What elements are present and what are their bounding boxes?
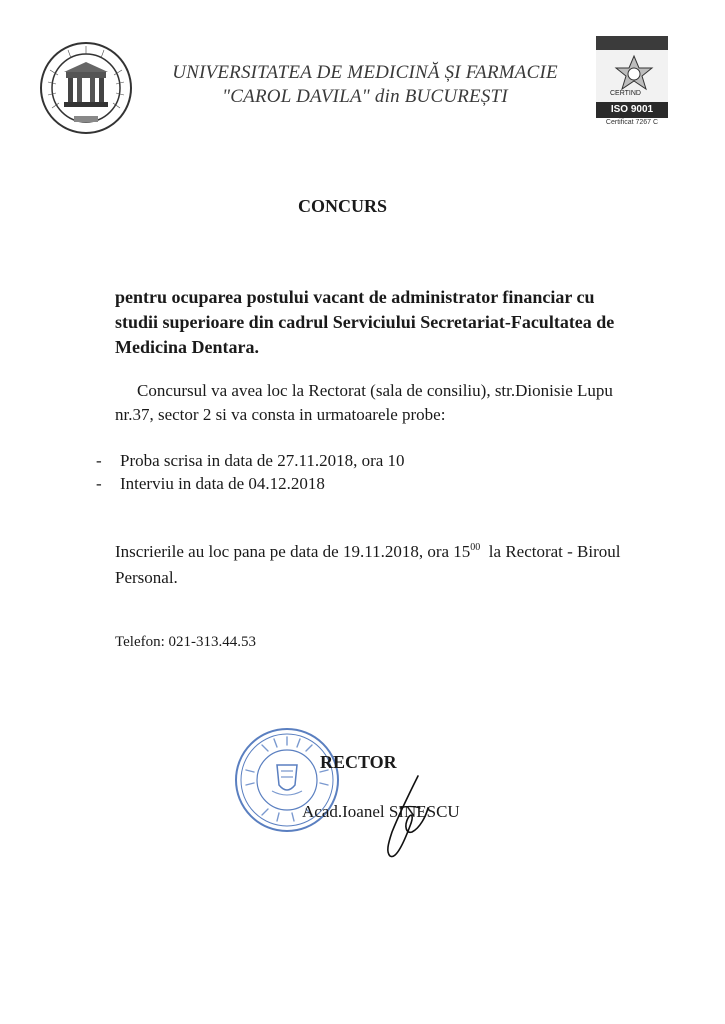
registration-text: Inscrierile au loc pana pe data de 19.11.2018, ora 15	[115, 542, 471, 561]
certind-brand: CERTIND	[610, 90, 641, 97]
handwritten-signature-icon	[370, 772, 440, 862]
certificate-number: Certificat 7267 C	[605, 119, 659, 126]
job-subject: pentru ocuparea postului vacant de administrator financiar cu studii superioare din cadrul Serviciului Secretariat-Facultatea de Medicina Dentara.	[115, 287, 615, 357]
university-seal-icon	[38, 40, 134, 136]
probe-item	[96, 451, 405, 471]
certification-badge	[596, 36, 668, 134]
registration-hour-superscript: 00	[470, 542, 481, 553]
iso-standard: ISO 9001	[596, 102, 668, 118]
list-dash: -	[96, 474, 102, 493]
certification-top-strip	[596, 36, 668, 50]
rector-name: Acad.Ioanel SINESCU	[302, 802, 460, 821]
document-title: CONCURS	[298, 196, 388, 216]
registration-location: la Rectorat - Biroul Personal.	[115, 542, 621, 587]
phone-number: Telefon: 021-313.44.53	[115, 634, 257, 650]
probe-text: Proba scrisa in data de 27.11.2018, ora 10	[120, 451, 405, 470]
probe-text: Interviu in data de 04.12.2018	[120, 474, 325, 493]
university-name-line1: UNIVERSITATEA DE MEDICINĂ ȘI FARMACIE	[172, 62, 558, 83]
rector-title: RECTOR	[320, 752, 397, 772]
list-dash: -	[96, 451, 102, 470]
probe-item	[96, 474, 325, 494]
university-name-line2: "CAROL DAVILA" din BUCUREȘTI	[222, 86, 508, 107]
exam-location-paragraph: Concursul va avea loc la Rectorat (sala de consiliu), str.Dionisie Lupu nr.37, sector 2 si va consta in urmatoarele probe:	[115, 381, 613, 424]
registration-paragraph	[115, 539, 635, 591]
